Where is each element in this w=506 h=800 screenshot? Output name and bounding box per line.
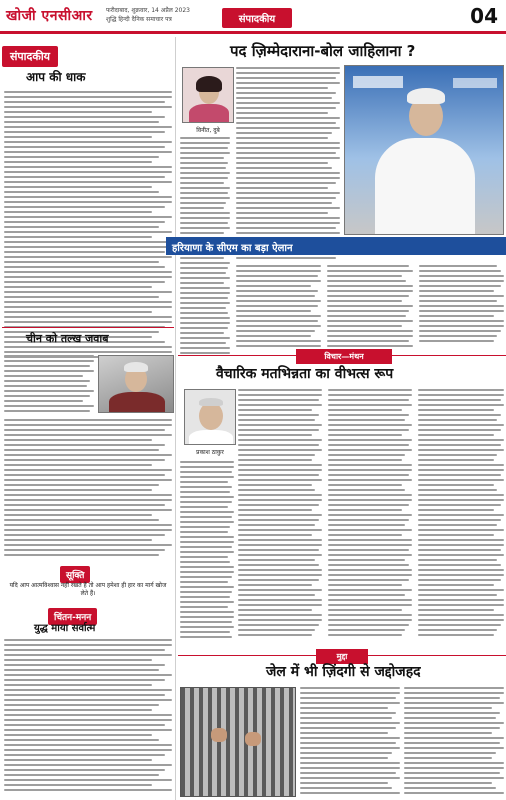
vichar-section-label: विचार—मंथन [296, 349, 392, 364]
vichar-body-col2 [328, 389, 412, 651]
editorial-author-photo [182, 67, 234, 123]
page-section-title: संपादकीय [222, 8, 292, 28]
left-column [0, 37, 176, 800]
opinion-body-continued [4, 419, 172, 559]
page-number: 04 [470, 4, 498, 28]
vichar-body-col3 [418, 389, 504, 651]
masthead [0, 0, 506, 34]
dateline-date: फरीदाबाद, शुक्रवार, 14 अप्रैल 2023 [106, 7, 190, 14]
prison-bars-photo [180, 687, 296, 797]
editorial-author-caption: विनीत, दुबे [196, 127, 220, 134]
smile-headline: युद्ध माया सर्वात्म [34, 623, 96, 634]
smile-body [4, 639, 172, 797]
thought-text: यदि आप आत्मविश्वास नहीं रखते हैं तो आप हमेशा ही हार का मार्ग खोज लेते हैं। [9, 582, 167, 597]
vichar-body-col1 [238, 389, 322, 651]
opinion-photo [98, 355, 174, 413]
thought-label: सूक्ति [60, 566, 90, 583]
vichar-author-photo [184, 389, 236, 445]
mudda-body-col2 [404, 687, 504, 797]
main-story-body [236, 67, 340, 263]
smile-section-label: चिंतन-मनन [48, 608, 97, 625]
editorial-body [4, 91, 172, 361]
editorial-headline: आप की धाक [26, 70, 86, 84]
mudda-body-col1 [300, 687, 400, 797]
vichar-body-col0 [180, 461, 234, 651]
opinion-body [4, 355, 94, 415]
editorial-section-label: संपादकीय [2, 46, 58, 67]
newspaper-brand: खोजी एनसीआर [6, 8, 93, 24]
cm-announcement-banner: हरियाणा के सीएम का बड़ा ऐलान [166, 237, 506, 255]
vichar-headline: वैचारिक मतभिन्नता का वीभत्स रूप [216, 366, 394, 382]
vichar-author-caption: प्रकाश ठाकुर [196, 449, 224, 456]
right-column [172, 37, 506, 800]
section-divider [2, 327, 174, 328]
main-headline: पद ज़िम्मेदाराना-बोल जाहिलाना ? [230, 42, 416, 60]
dateline [106, 6, 226, 24]
opinion-headline: चीन को तल्ख जवाब [26, 332, 109, 345]
cm-story-body [236, 265, 504, 347]
mudda-headline: जेल में भी ज़िंदगी से जद्दोजहद [266, 664, 421, 680]
dateline-tagline: शुद्धि हिन्दी दैनिक समाचार पत्र [106, 16, 172, 23]
cm-photo [344, 65, 504, 235]
mudda-section-label: मुद्दा [316, 649, 368, 664]
